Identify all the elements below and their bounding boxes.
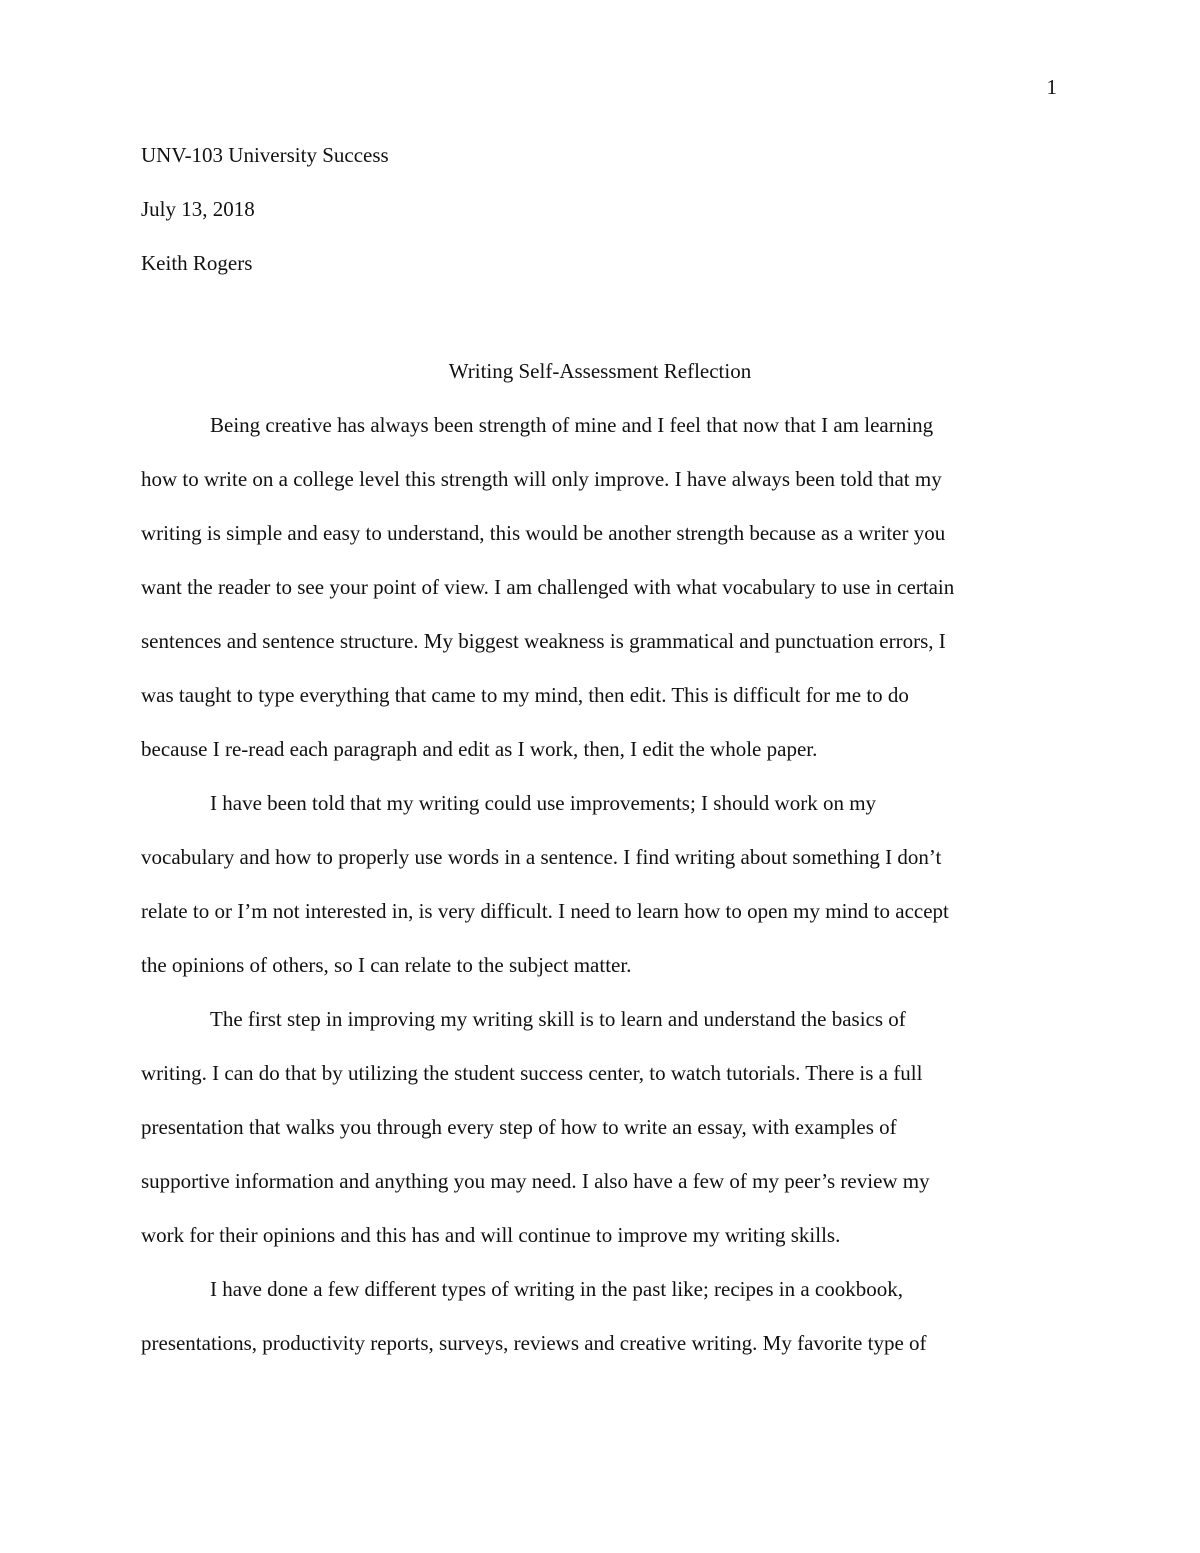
paragraph-line: I have been told that my writing could use improvements; I should work on my <box>210 791 877 815</box>
paragraph-2 <box>141 790 1059 1006</box>
paragraph-line: the opinions of others, so I can relate to the subject matter. <box>141 953 632 977</box>
page-number: 1 <box>1046 75 1057 99</box>
paragraph-line: vocabulary and how to properly use words in a sentence. I find writing about something I don’t <box>141 845 942 869</box>
course-name: UNV-103 University Success <box>141 143 389 167</box>
document-header <box>141 142 1059 304</box>
paragraph-3 <box>141 1006 1059 1276</box>
paragraph-line: I have done a few different types of writing in the past like; recipes in a cookbook, <box>210 1277 903 1301</box>
paragraph-line: presentations, productivity reports, surveys, reviews and creative writing. My favorite type of <box>141 1331 927 1355</box>
paragraph-line: sentences and sentence structure. My biggest weakness is grammatical and punctuation errors, I <box>141 629 946 653</box>
paragraph-1 <box>141 412 1059 790</box>
document-body <box>141 412 1059 1384</box>
document-date: July 13, 2018 <box>141 197 255 221</box>
paragraph-line: because I re-read each paragraph and edit as I work, then, I edit the whole paper. <box>141 737 818 761</box>
paragraph-line: how to write on a college level this strength will only improve. I have always been told that my <box>141 467 942 491</box>
paragraph-line: work for their opinions and this has and will continue to improve my writing skills. <box>141 1223 841 1247</box>
document-title: Writing Self-Assessment Reflection <box>448 359 752 383</box>
author-name: Keith Rogers <box>141 251 253 275</box>
paragraph-line: relate to or I’m not interested in, is very difficult. I need to learn how to open my mind to accept <box>141 899 949 923</box>
paragraph-line: want the reader to see your point of view. I am challenged with what vocabulary to use in certain <box>141 575 955 599</box>
paragraph-line: writing. I can do that by utilizing the student success center, to watch tutorials. There is a full <box>141 1061 923 1085</box>
paragraph-4 <box>141 1276 1059 1384</box>
paragraph-line: presentation that walks you through every step of how to write an essay, with examples of <box>141 1115 897 1139</box>
paragraph-line: was taught to type everything that came to my mind, then edit. This is difficult for me to do <box>141 683 909 707</box>
paragraph-line: Being creative has always been strength of mine and I feel that now that I am learning <box>210 413 934 437</box>
paragraph-line: The first step in improving my writing skill is to learn and understand the basics of <box>210 1007 906 1031</box>
paragraph-line: writing is simple and easy to understand, this would be another strength because as a writer you <box>141 521 946 545</box>
paragraph-line: supportive information and anything you may need. I also have a few of my peer’s review my <box>141 1169 930 1193</box>
